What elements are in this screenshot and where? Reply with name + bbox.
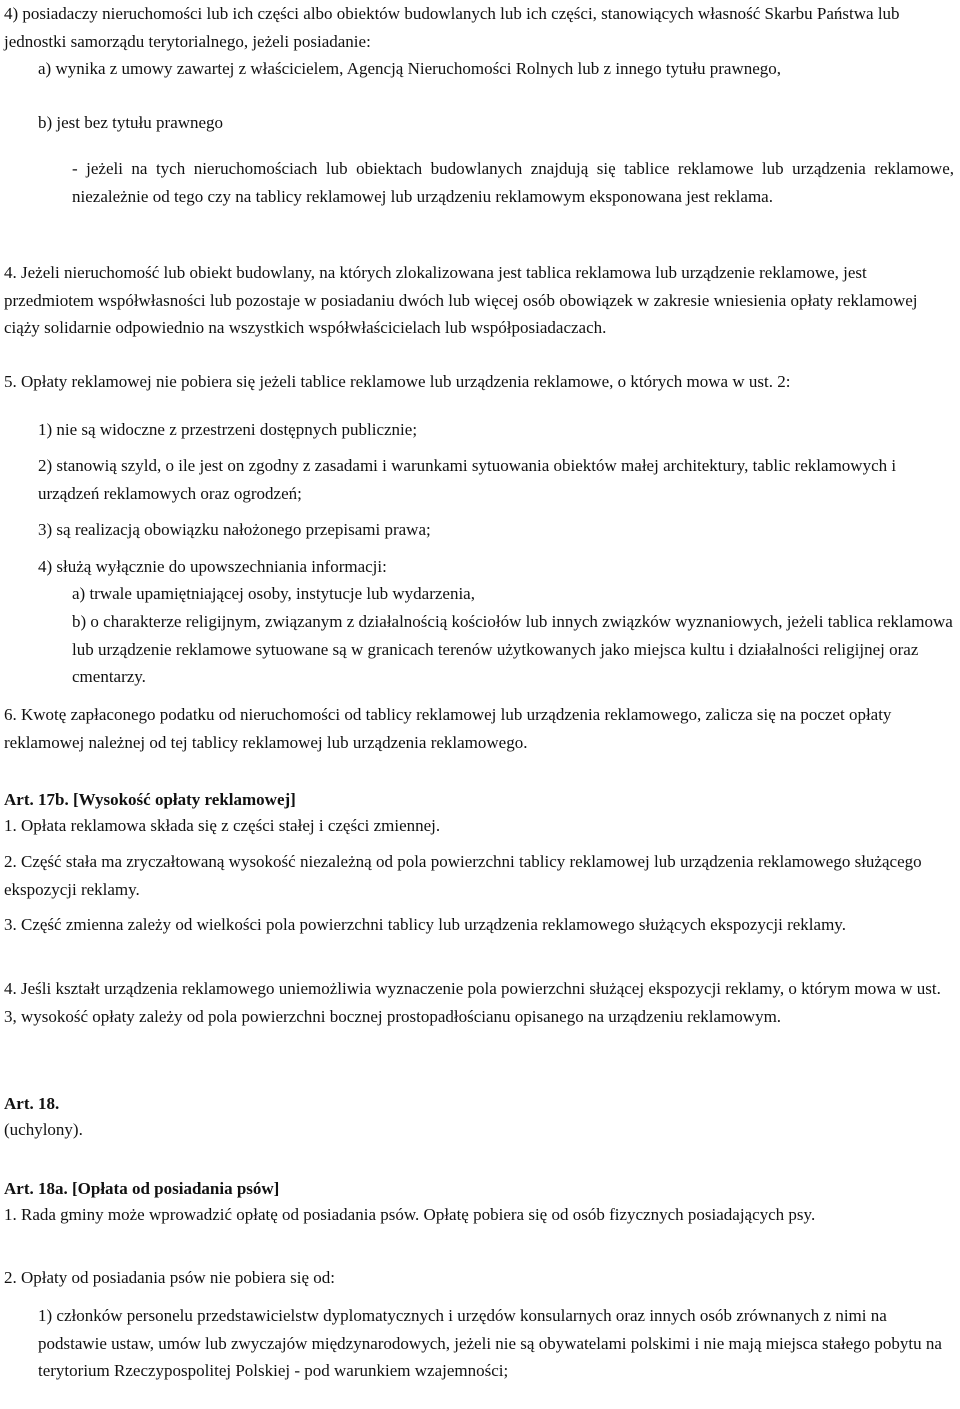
paragraph-17b-ust-4: 4. Jeśli kształt urządzenia reklamowego uniemożliwia wyznaczenie pola powierzchni służącej ekspozycji reklamy, o którym mowa w ust. 3, wysokość opłaty zależy od pola powierzchni bocznej prostopadłościanu opisanego na urządzeniu reklamowym. — [4, 979, 941, 1026]
paragraph-17b-ust-2: 2. Część stała ma zryczałtowaną wysokość niezależną od pola powierzchni tablicy reklamowej lub urządzenia reklamowego służącego ekspozycji reklamy. — [4, 852, 922, 899]
article-18-heading: Art. 18. — [4, 1094, 60, 1113]
paragraph-18-uchylony: (uchylony). — [4, 1120, 83, 1139]
list-item-b-bez-tytulu: b) jest bez tytułu prawnego — [38, 113, 224, 132]
list-item-4-informacje: 4) służą wyłącznie do upowszechniania informacji: — [38, 557, 387, 576]
article-17b-heading: Art. 17b. [Wysokość opłaty reklamowej] — [4, 790, 296, 809]
list-item-3-obowiazek: 3) są realizacją obowiązku nałożonego przepisami prawa; — [38, 520, 431, 539]
paragraph-ust-6-kwota: 6. Kwotę zapłaconego podatku od nieruchomości od tablicy reklamowej lub urządzenia reklamowego, zalicza się na poczet opłaty reklamowej należnej od tej tablicy reklamowej lub urządzenia reklamowego. — [4, 705, 892, 752]
list-item-2-szyld: 2) stanowią szyld, o ile jest on zgodny z zasadami i warunkami sytuowania obiektów małej architektury, tablic reklamowych i urządzeń reklamowych oraz ogrodzeń; — [38, 456, 897, 503]
article-18a-heading: Art. 18a. [Opłata od posiadania psów] — [4, 1179, 280, 1198]
paragraph-18a-ust-2: 2. Opłaty od posiadania psów nie pobiera się od: — [4, 1268, 335, 1287]
paragraph-18a-ust-1: 1. Rada gminy może wprowadzić opłatę od posiadania psów. Opłatę pobiera się od osób fizycznych posiadających psy. — [4, 1205, 816, 1224]
paragraph-jezeli-tablice: - jeżeli na tych nieruchomościach lub obiektach budowlanych znajdują się tablice reklamowe lub urządzenia reklamowe, niezależnie od tego czy na tablicy reklamowej lub urządzeniu reklamowym eksponowana jest reklama. — [72, 159, 954, 206]
list-item-1-niewidoczne: 1) nie są widoczne z przestrzeni dostępnych publicznie; — [38, 420, 418, 439]
list-item-b-religijny: b) o charakterze religijnym, związanym z działalnością kościołów lub innych związków wyznaniowych, jeżeli tablica reklamowa lub urządzenie reklamowe sytuowane są w granicach terenów użytkowanych jako miejsca kultu i działalności religijnej oraz cmentarzy. — [72, 612, 953, 686]
list-item-a-upamietnienie: a) trwale upamiętniającej osoby, instytucje lub wydarzenia, — [72, 584, 475, 603]
paragraph-posiadacze: 4) posiadaczy nieruchomości lub ich części albo obiektów budowlanych lub ich części, stanowiących własność Skarbu Państwa lub jednostki samorządu terytorialnego, jeżeli posiadanie: — [4, 4, 900, 51]
paragraph-17b-ust-1: 1. Opłata reklamowa składa się z części stałej i części zmiennej. — [4, 816, 441, 835]
list-item-a-umowa: a) wynika z umowy zawartej z właścicielem, Agencją Nieruchomości Rolnych lub z innego tytułu prawnego, — [38, 59, 782, 78]
paragraph-ust-5-zwolnienia: 5. Opłaty reklamowej nie pobiera się jeżeli tablice reklamowe lub urządzenia reklamowe, o których mowa w ust. 2: — [4, 372, 791, 391]
paragraph-17b-ust-3: 3. Część zmienna zależy od wielkości pola powierzchni tablicy lub urządzenia reklamowego służących ekspozycji reklamy. — [4, 915, 846, 934]
list-item-1-personel-dyplomatyczny: 1) członków personelu przedstawicielstw dyplomatycznych i urzędów konsularnych oraz innych osób zrównanych z nimi na podstawie ustaw, umów lub zwyczajów międzynarodowych, jeżeli nie są obywatelami polskimi i nie mają miejsca stałego pobytu na terytorium Rzeczypospolitej Polskiej - pod warunkiem wzajemności; — [38, 1306, 942, 1380]
paragraph-ust-4-wspolwlasnosc: 4. Jeżeli nieruchomość lub obiekt budowlany, na których zlokalizowana jest tablica reklamowa lub urządzenie reklamowe, jest przedmiotem współwłasności lub pozostaje w posiadaniu dwóch lub więcej osób obowiązek w zakresie wniesienia opłaty reklamowej ciąży solidarnie odpowiednio na wszystkich współwłaścicielach lub współposiadaczach. — [4, 263, 918, 337]
